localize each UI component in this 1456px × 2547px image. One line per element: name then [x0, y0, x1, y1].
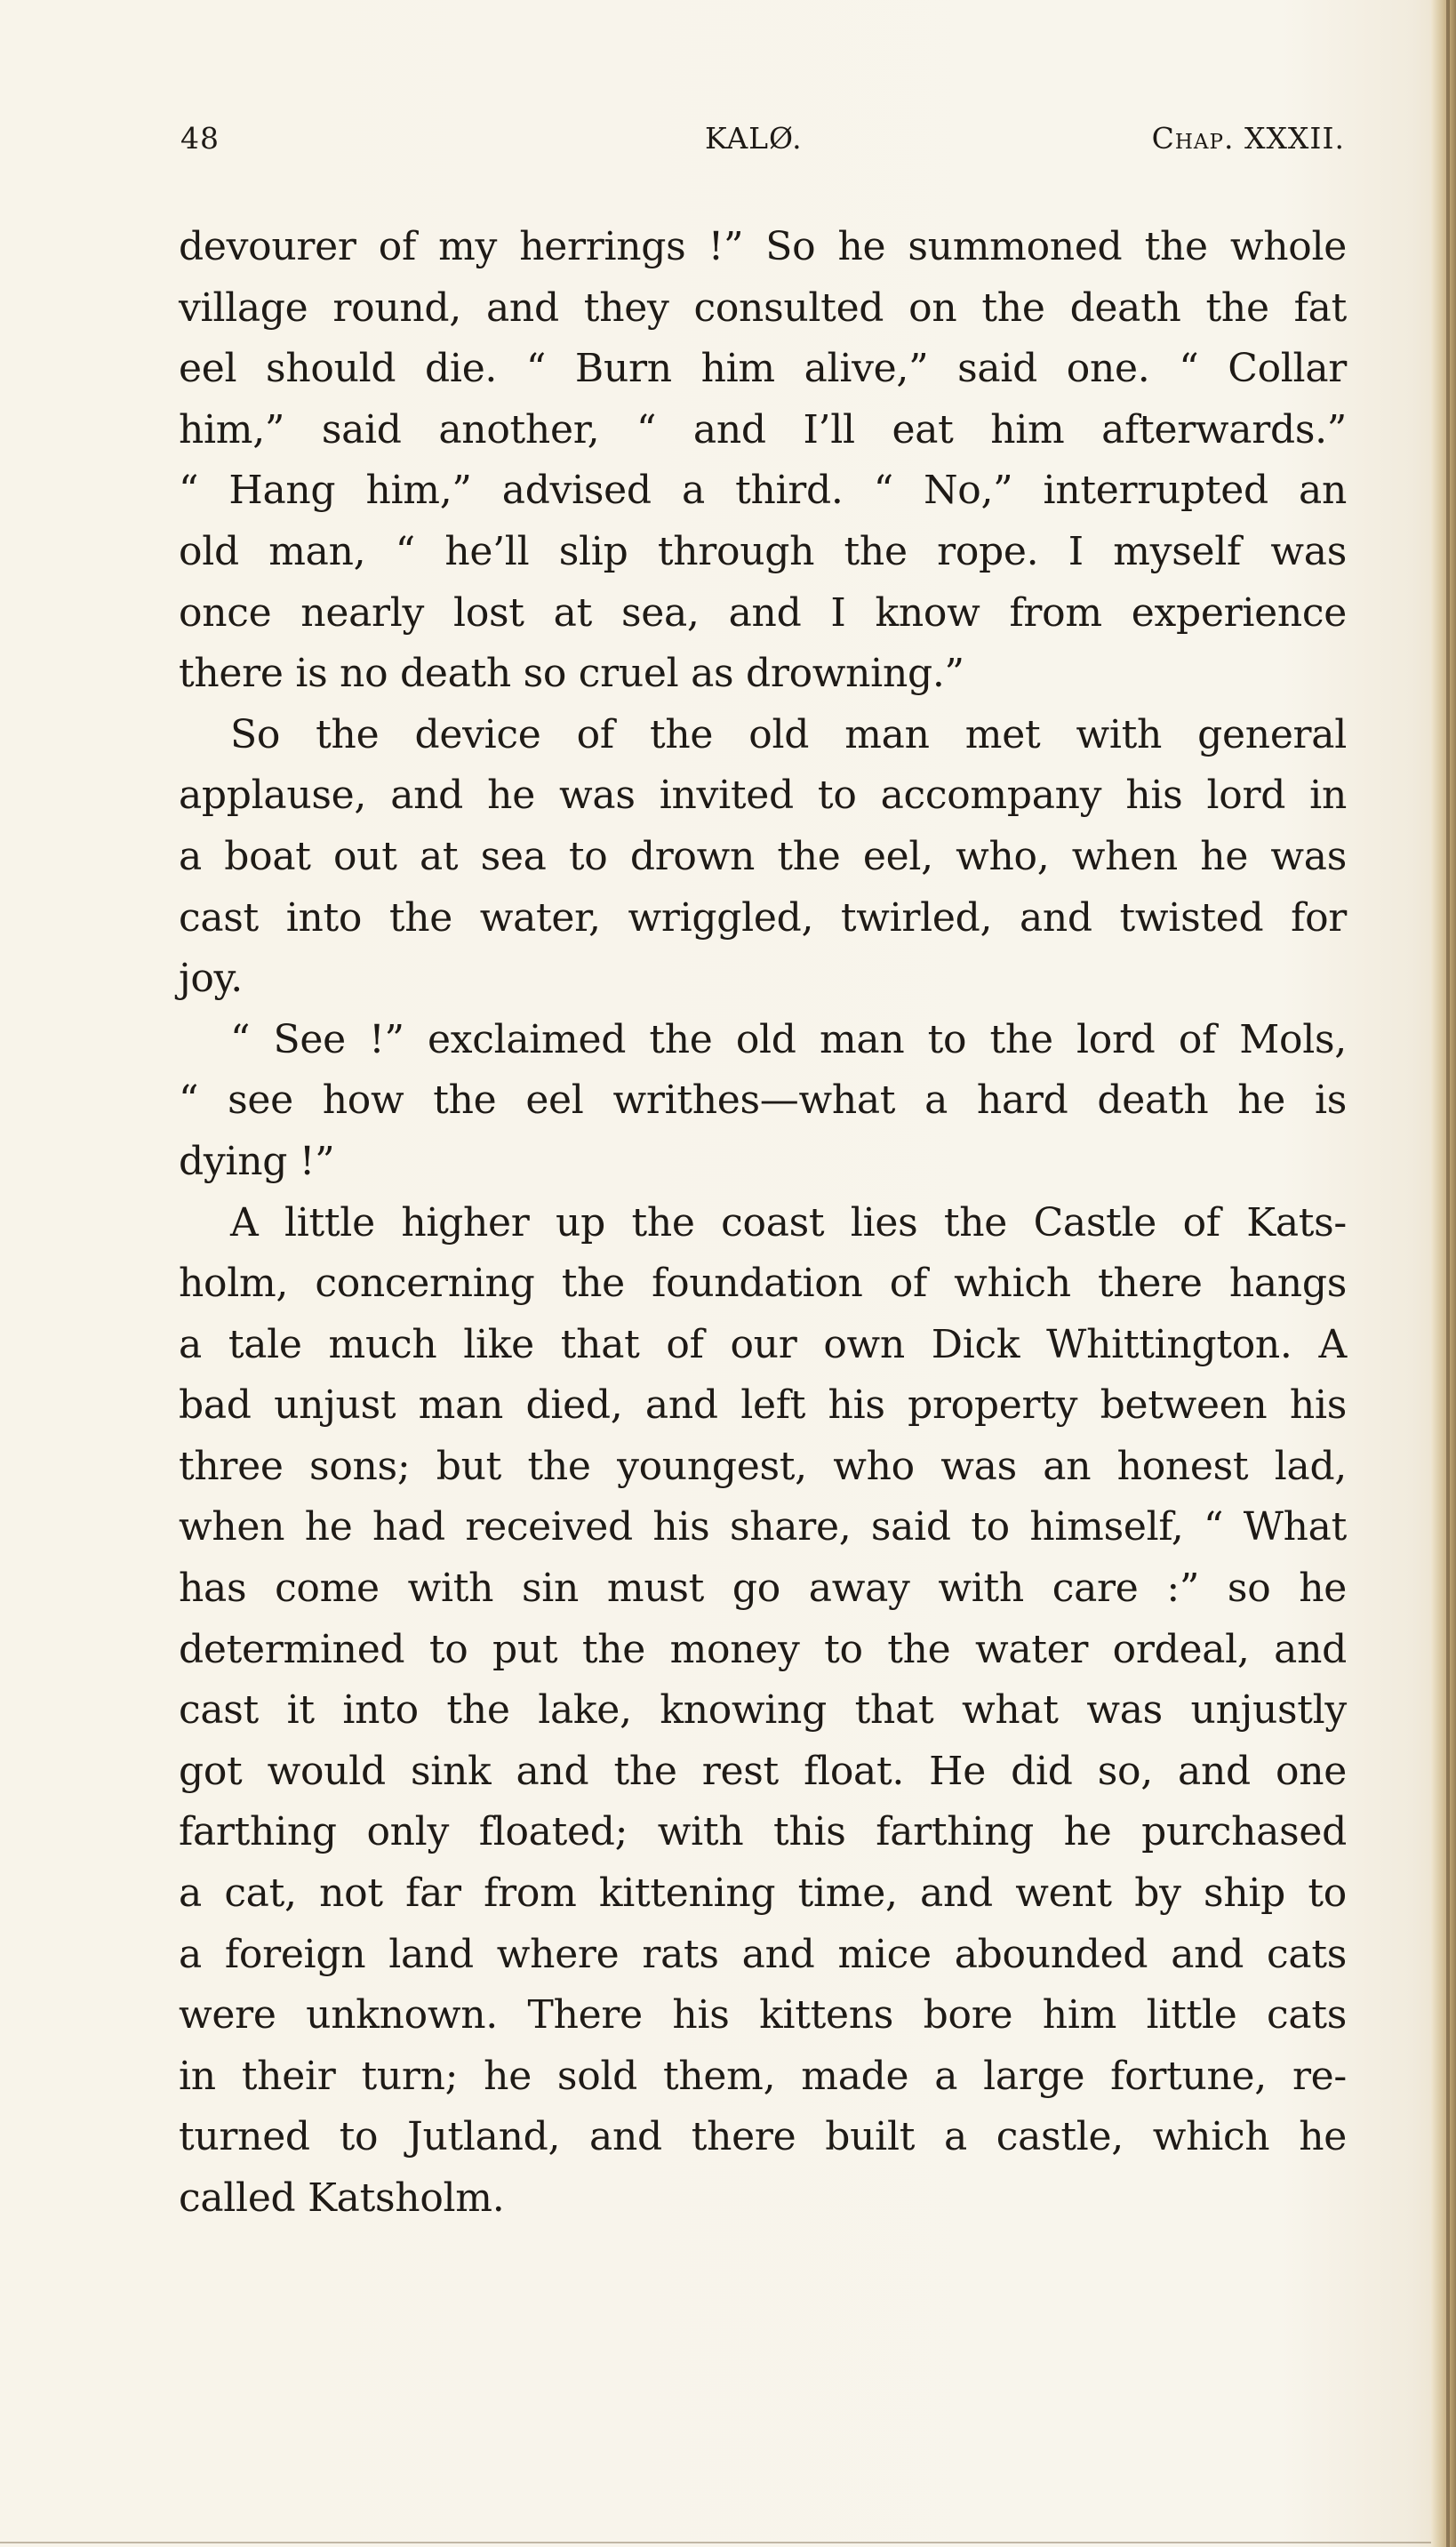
- text-line: has come with sin must go away with care :” so he: [179, 1566, 1347, 1612]
- text-line: old man, “ he’ll slip through the rope. I myself was: [179, 528, 1347, 574]
- text-line: there is no death so cruel as drowning.”: [179, 651, 964, 697]
- page-number: 48: [180, 121, 220, 156]
- text-line: him,” said another, “ and I’ll eat him afterwards.”: [179, 406, 1347, 453]
- text-line: were unknown. There his kittens bore him little cats: [179, 1992, 1347, 2038]
- text-line: holm, concerning the foundation of which there hangs: [179, 1261, 1347, 1307]
- chapter-label: Chap. XXXII.: [1151, 121, 1345, 156]
- text-line: a cat, not far from kittening time, and went by ship to: [179, 1870, 1347, 1917]
- text-line: got would sink and the rest float. He did so, and one: [179, 1748, 1347, 1794]
- text-line: called Katsholm.: [179, 2175, 505, 2221]
- text-line: cast it into the lake, knowing that what was unjustly: [179, 1687, 1347, 1734]
- text-line: cast into the water, wriggled, twirled, and twisted for: [179, 894, 1347, 941]
- text-line: three sons; but the youngest, who was an honest lad,: [179, 1443, 1347, 1489]
- text-line: applause, and he was invited to accompany his lord in: [179, 773, 1347, 819]
- text-line: “ Hang him,” advised a third. “ No,” interrupted an: [179, 468, 1347, 514]
- text-line: turned to Jutland, and there built a castle, which he: [179, 2114, 1347, 2160]
- binding-line: [1446, 0, 1450, 2547]
- bottom-edge: [0, 2542, 1431, 2543]
- running-header: [180, 121, 1345, 165]
- text-line: eel should die. “ Burn him alive,” said one. “ Collar: [179, 346, 1347, 392]
- text-line: joy.: [179, 956, 243, 1002]
- text-line: “ see how the eel writhes—what a hard death he is: [179, 1077, 1347, 1124]
- text-line: in their turn; he sold them, made a large fortune, re-: [179, 2053, 1347, 2099]
- running-title: KALØ.: [705, 121, 803, 156]
- text-line: A little higher up the coast lies the Castle of Kats-: [230, 1199, 1347, 1245]
- text-line: a boat out at sea to drown the eel, who, when he was: [179, 833, 1347, 879]
- text-line: devourer of my herrings !” So he summoned the whole: [179, 224, 1347, 269]
- text-line: once nearly lost at sea, and I know from experience: [179, 589, 1347, 636]
- text-line: dying !”: [179, 1138, 335, 1184]
- text-line: determined to put the money to the water ordeal, and: [179, 1626, 1347, 1672]
- text-line: when he had received his share, said to himself, “ What: [179, 1504, 1347, 1550]
- text-line: a foreign land where rats and mice abounded and cats: [179, 1931, 1347, 1977]
- page-edge-shadow: [1431, 0, 1456, 2547]
- text-line: farthing only floated; with this farthing he purchased: [179, 1809, 1347, 1855]
- body-text: [179, 217, 1347, 2230]
- text-line: “ See !” exclaimed the old man to the lord of Mols,: [230, 1016, 1347, 1062]
- text-line: bad unjust man died, and left his property between his: [179, 1382, 1347, 1429]
- text-line: So the device of the old man met with general: [230, 711, 1347, 757]
- text-line: village round, and they consulted on the death the fat: [179, 284, 1347, 331]
- text-line: a tale much like that of our own Dick Whittington. A: [179, 1321, 1347, 1367]
